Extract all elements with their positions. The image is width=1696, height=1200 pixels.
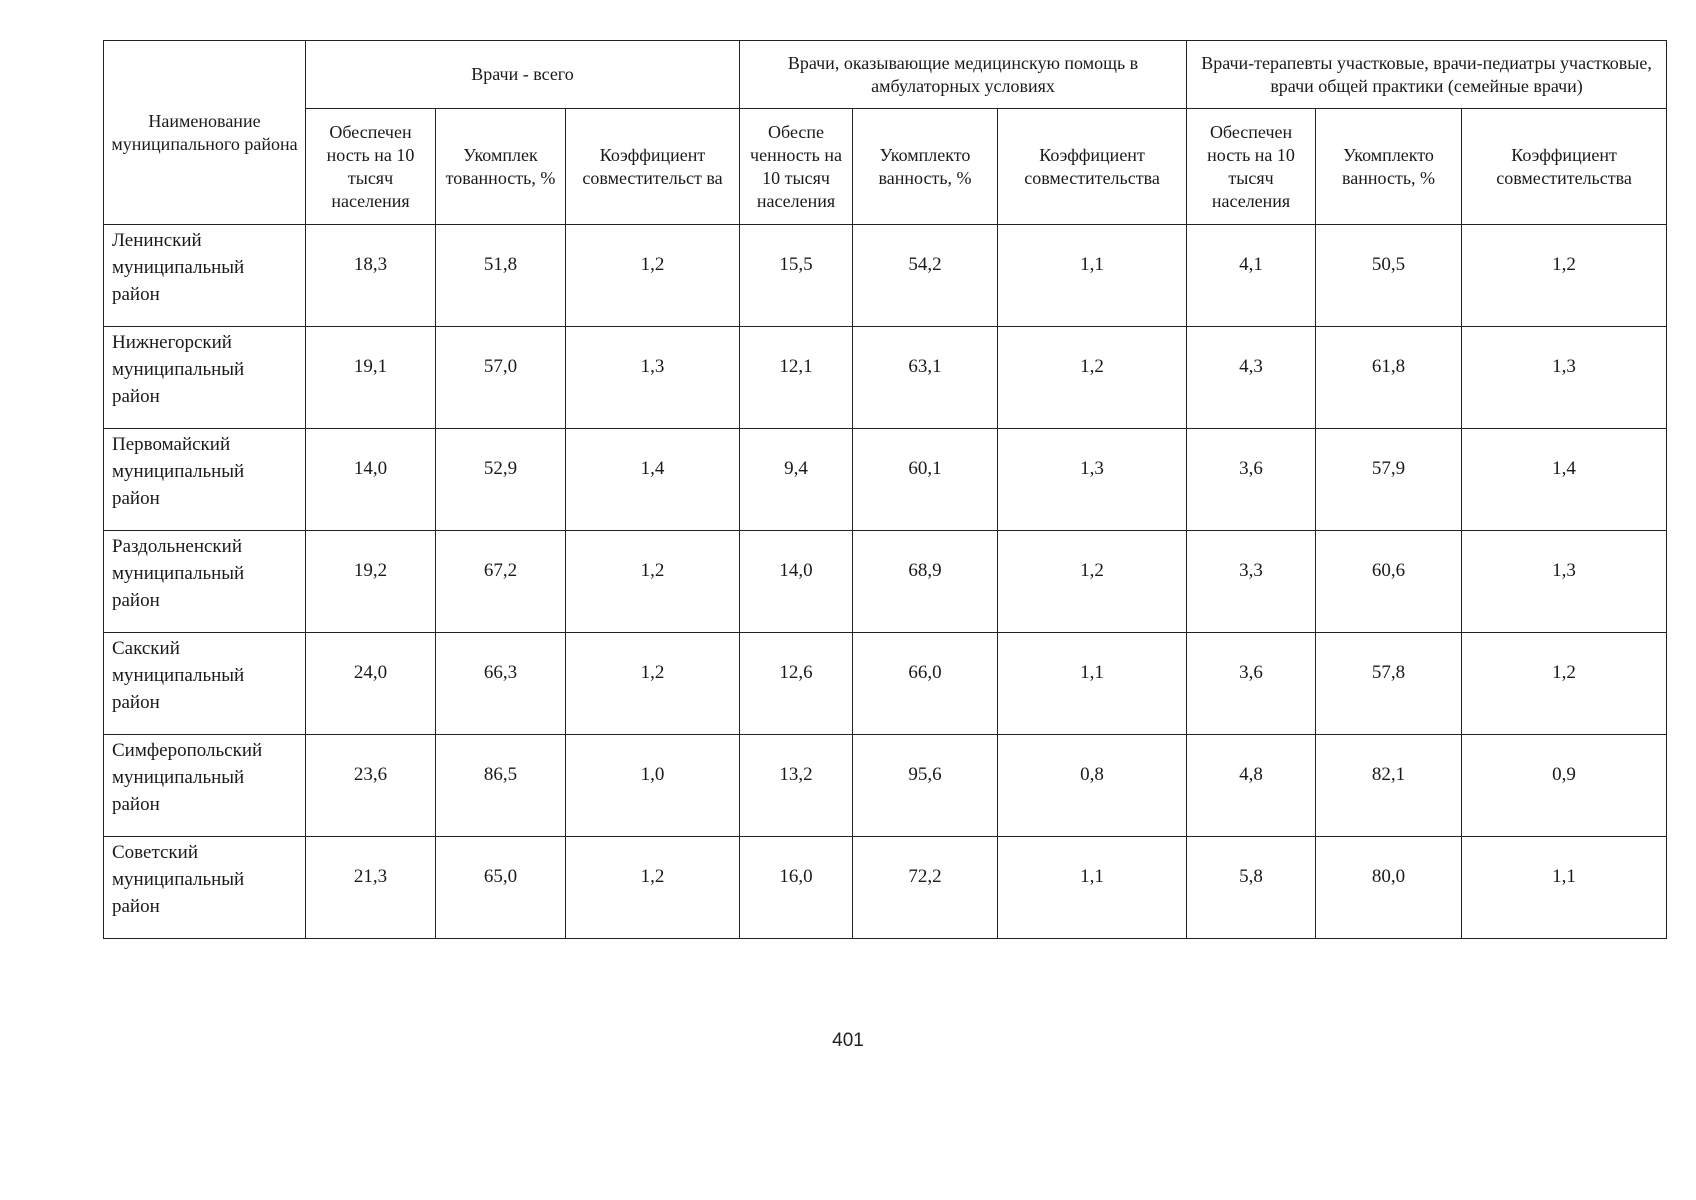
value-cell: 1,3 — [1462, 531, 1667, 633]
value-cell: 51,8 — [436, 225, 566, 327]
value-cell: 1,2 — [566, 531, 740, 633]
district-name-line: район — [112, 386, 160, 407]
value-cell: 54,2 — [853, 225, 998, 327]
column-header: Укомплек тованность, % — [436, 109, 566, 225]
district-name-line: Ленинский — [112, 230, 202, 251]
district-name-line: район — [112, 692, 160, 713]
column-header: Укомплекто ванность, % — [853, 109, 998, 225]
table-row — [104, 633, 1667, 735]
value-cell: 1,3 — [1462, 327, 1667, 429]
value-cell: 13,2 — [740, 735, 853, 837]
value-cell: 86,5 — [436, 735, 566, 837]
value-cell: 14,0 — [306, 429, 436, 531]
district-name-line: Нижнегорский — [112, 332, 232, 353]
district-name-line: Сакский — [112, 638, 180, 659]
group-header-outpatient-doctors: Врачи, оказывающие медицинскую помощь в амбулаторных условиях — [740, 41, 1187, 109]
subheader-row — [104, 109, 1667, 225]
table-row — [104, 327, 1667, 429]
value-cell: 18,3 — [306, 225, 436, 327]
district-name-line: муниципальный — [112, 767, 245, 788]
page-number: 401 — [832, 1030, 864, 1051]
table-row — [104, 735, 1667, 837]
value-cell: 57,9 — [1316, 429, 1462, 531]
value-cell: 4,1 — [1187, 225, 1316, 327]
value-cell: 1,1 — [998, 837, 1187, 939]
value-cell: 52,9 — [436, 429, 566, 531]
value-cell: 14,0 — [740, 531, 853, 633]
table-body — [104, 225, 1667, 939]
value-cell: 1,0 — [566, 735, 740, 837]
group-header-primary-care-doctors: Врачи-терапевты участковые, врачи-педиатры участковые, врачи общей практики (семейные врачи) — [1187, 41, 1667, 109]
table-row — [104, 225, 1667, 327]
district-name-line: муниципальный — [112, 563, 245, 584]
value-cell: 66,3 — [436, 633, 566, 735]
column-header: Коэффициент совместительства — [998, 109, 1187, 225]
district-name-line: район — [112, 284, 160, 305]
district-name-line: муниципальный — [112, 257, 245, 278]
value-cell: 1,1 — [1462, 837, 1667, 939]
value-cell: 61,8 — [1316, 327, 1462, 429]
column-header: Обеспечен ность на 10 тысяч населения — [1187, 109, 1316, 225]
district-name-line: муниципальный — [112, 665, 245, 686]
value-cell: 1,2 — [1462, 225, 1667, 327]
district-name-line: район — [112, 794, 160, 815]
value-cell: 4,3 — [1187, 327, 1316, 429]
value-cell: 82,1 — [1316, 735, 1462, 837]
value-cell: 24,0 — [306, 633, 436, 735]
value-cell: 1,2 — [566, 225, 740, 327]
value-cell: 3,6 — [1187, 633, 1316, 735]
district-name-cell — [104, 633, 306, 735]
value-cell: 1,2 — [566, 837, 740, 939]
district-name-cell — [104, 429, 306, 531]
group-header-row — [104, 41, 1667, 109]
group-header-all-doctors: Врачи - всего — [306, 41, 740, 109]
statistics-table — [103, 40, 1667, 939]
table-row — [104, 837, 1667, 939]
value-cell: 12,1 — [740, 327, 853, 429]
district-name-line: Советский — [112, 842, 199, 863]
district-name-cell — [104, 225, 306, 327]
value-cell: 12,6 — [740, 633, 853, 735]
value-cell: 1,3 — [998, 429, 1187, 531]
value-cell: 1,2 — [998, 531, 1187, 633]
value-cell: 19,2 — [306, 531, 436, 633]
district-name-line: Симферопольский — [112, 740, 263, 761]
value-cell: 60,6 — [1316, 531, 1462, 633]
district-name-line: район — [112, 488, 160, 509]
value-cell: 1,4 — [566, 429, 740, 531]
value-cell: 1,2 — [566, 633, 740, 735]
value-cell: 19,1 — [306, 327, 436, 429]
district-name-line: муниципальный — [112, 461, 245, 482]
district-name-line: район — [112, 590, 160, 611]
value-cell: 0,8 — [998, 735, 1187, 837]
value-cell: 50,5 — [1316, 225, 1462, 327]
column-header: Обеспечен ность на 10 тысяч населения — [306, 109, 436, 225]
table-row — [104, 429, 1667, 531]
district-name-line: муниципальный — [112, 869, 245, 890]
district-name-cell — [104, 735, 306, 837]
district-name-line: Раздольненский — [112, 536, 242, 557]
district-name-line: муниципальный — [112, 359, 245, 380]
value-cell: 80,0 — [1316, 837, 1462, 939]
value-cell: 57,0 — [436, 327, 566, 429]
district-name-cell — [104, 837, 306, 939]
district-name-cell — [104, 531, 306, 633]
value-cell: 15,5 — [740, 225, 853, 327]
value-cell: 16,0 — [740, 837, 853, 939]
value-cell: 67,2 — [436, 531, 566, 633]
column-header: Укомплекто ванность, % — [1316, 109, 1462, 225]
value-cell: 60,1 — [853, 429, 998, 531]
value-cell: 23,6 — [306, 735, 436, 837]
value-cell: 1,2 — [1462, 633, 1667, 735]
district-name-line: Первомайский — [112, 434, 231, 455]
value-cell: 1,2 — [998, 327, 1187, 429]
district-name-cell — [104, 327, 306, 429]
value-cell: 0,9 — [1462, 735, 1667, 837]
district-name-header: Наименование муниципального района — [104, 41, 306, 225]
value-cell: 4,8 — [1187, 735, 1316, 837]
value-cell: 68,9 — [853, 531, 998, 633]
district-name-line: район — [112, 896, 160, 917]
value-cell: 95,6 — [853, 735, 998, 837]
value-cell: 65,0 — [436, 837, 566, 939]
value-cell: 9,4 — [740, 429, 853, 531]
value-cell: 3,3 — [1187, 531, 1316, 633]
value-cell: 66,0 — [853, 633, 998, 735]
column-header: Обеспе ченность на 10 тысяч населения — [740, 109, 853, 225]
column-header: Коэффициент совместительст ва — [566, 109, 740, 225]
value-cell: 1,3 — [566, 327, 740, 429]
value-cell: 72,2 — [853, 837, 998, 939]
value-cell: 21,3 — [306, 837, 436, 939]
value-cell: 57,8 — [1316, 633, 1462, 735]
column-header: Коэффициент совместительства — [1462, 109, 1667, 225]
value-cell: 1,1 — [998, 633, 1187, 735]
table-row — [104, 531, 1667, 633]
value-cell: 1,4 — [1462, 429, 1667, 531]
value-cell: 1,1 — [998, 225, 1187, 327]
value-cell: 63,1 — [853, 327, 998, 429]
value-cell: 5,8 — [1187, 837, 1316, 939]
value-cell: 3,6 — [1187, 429, 1316, 531]
